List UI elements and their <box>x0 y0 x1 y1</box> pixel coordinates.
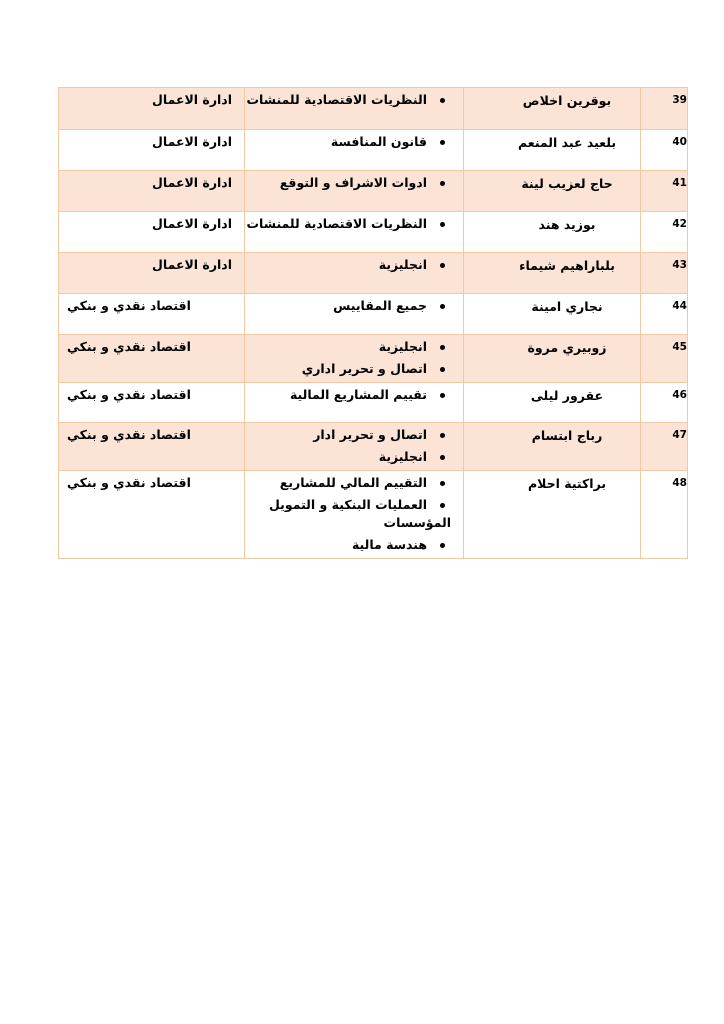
row-number: 42 <box>641 212 688 253</box>
major-label: اقتصاد نقدي و بنكي <box>67 475 191 490</box>
module-item: هندسة مالية <box>245 536 451 554</box>
student-name: رباج ابتسام <box>464 423 641 471</box>
row-number: 48 <box>641 471 688 559</box>
major-cell <box>59 253 245 294</box>
student-name: زوبيري مروة <box>464 335 641 383</box>
table-row <box>59 471 688 559</box>
modules-cell <box>245 212 464 253</box>
major-cell <box>59 423 245 471</box>
module-item: اتصال و تحرير ادار <box>245 426 451 444</box>
student-name: بلباراهيم شيماء <box>464 253 641 294</box>
row-number: 44 <box>641 294 688 335</box>
major-label: اقتصاد نقدي و بنكي <box>67 339 191 354</box>
module-item: انجليزية <box>245 448 451 466</box>
major-label: ادارة الاعمال <box>152 134 232 149</box>
student-name: حاج لعزيب لينة <box>464 171 641 212</box>
major-label: ادارة الاعمال <box>152 92 232 107</box>
row-number: 41 <box>641 171 688 212</box>
major-label: ادارة الاعمال <box>152 175 232 190</box>
major-label: ادارة الاعمال <box>152 216 232 231</box>
major-label: اقتصاد نقدي و بنكي <box>67 298 191 313</box>
table-row <box>59 171 688 212</box>
module-item: انجليزية <box>245 256 451 274</box>
row-number: 46 <box>641 383 688 423</box>
module-item: النظريات الاقتصادية للمنشات <box>245 91 451 109</box>
module-item: ادوات الاشراف و التوقع <box>245 174 451 192</box>
student-name: بوزيد هند <box>464 212 641 253</box>
modules-cell <box>245 130 464 171</box>
row-number: 43 <box>641 253 688 294</box>
modules-cell <box>245 423 464 471</box>
table-row <box>59 253 688 294</box>
modules-cell <box>245 471 464 559</box>
module-item: العمليات البنكية و التمويل <box>245 496 451 514</box>
student-name: براكتية احلام <box>464 471 641 559</box>
table-row <box>59 212 688 253</box>
students-table <box>58 87 688 559</box>
row-number: 39 <box>641 88 688 130</box>
module-item: التقييم المالي للمشاريع <box>245 474 451 492</box>
module-item: قانون المنافسة <box>245 133 451 151</box>
major-cell <box>59 383 245 423</box>
student-name: نجاري امينة <box>464 294 641 335</box>
major-cell <box>59 335 245 383</box>
modules-cell <box>245 253 464 294</box>
module-item: تقييم المشاريع المالية <box>245 386 451 404</box>
table-row <box>59 294 688 335</box>
modules-cell <box>245 294 464 335</box>
module-item: انجليزية <box>245 338 451 356</box>
modules-cell <box>245 171 464 212</box>
major-cell <box>59 88 245 130</box>
major-label: اقتصاد نقدي و بنكي <box>67 387 191 402</box>
table-row <box>59 423 688 471</box>
row-number: 40 <box>641 130 688 171</box>
major-label: ادارة الاعمال <box>152 257 232 272</box>
student-name: بوقرين اخلاص <box>464 88 641 130</box>
row-number: 47 <box>641 423 688 471</box>
module-item: النظريات الاقتصادية للمنشات <box>245 215 451 233</box>
module-item: اتصال و تحرير اداري <box>245 360 451 378</box>
table-row <box>59 335 688 383</box>
major-cell <box>59 171 245 212</box>
modules-cell <box>245 383 464 423</box>
table-row <box>59 88 688 130</box>
major-cell <box>59 130 245 171</box>
modules-cell <box>245 88 464 130</box>
table-row <box>59 383 688 423</box>
major-label: اقتصاد نقدي و بنكي <box>67 427 191 442</box>
student-name: عقرور ليلى <box>464 383 641 423</box>
student-name: بلعيد عبد المنعم <box>464 130 641 171</box>
modules-cell <box>245 335 464 383</box>
major-cell <box>59 471 245 559</box>
module-item-continuation: المؤسسات <box>383 515 451 530</box>
table-row <box>59 130 688 171</box>
major-cell <box>59 212 245 253</box>
module-item: جميع المقاييس <box>245 297 451 315</box>
major-cell <box>59 294 245 335</box>
row-number: 45 <box>641 335 688 383</box>
